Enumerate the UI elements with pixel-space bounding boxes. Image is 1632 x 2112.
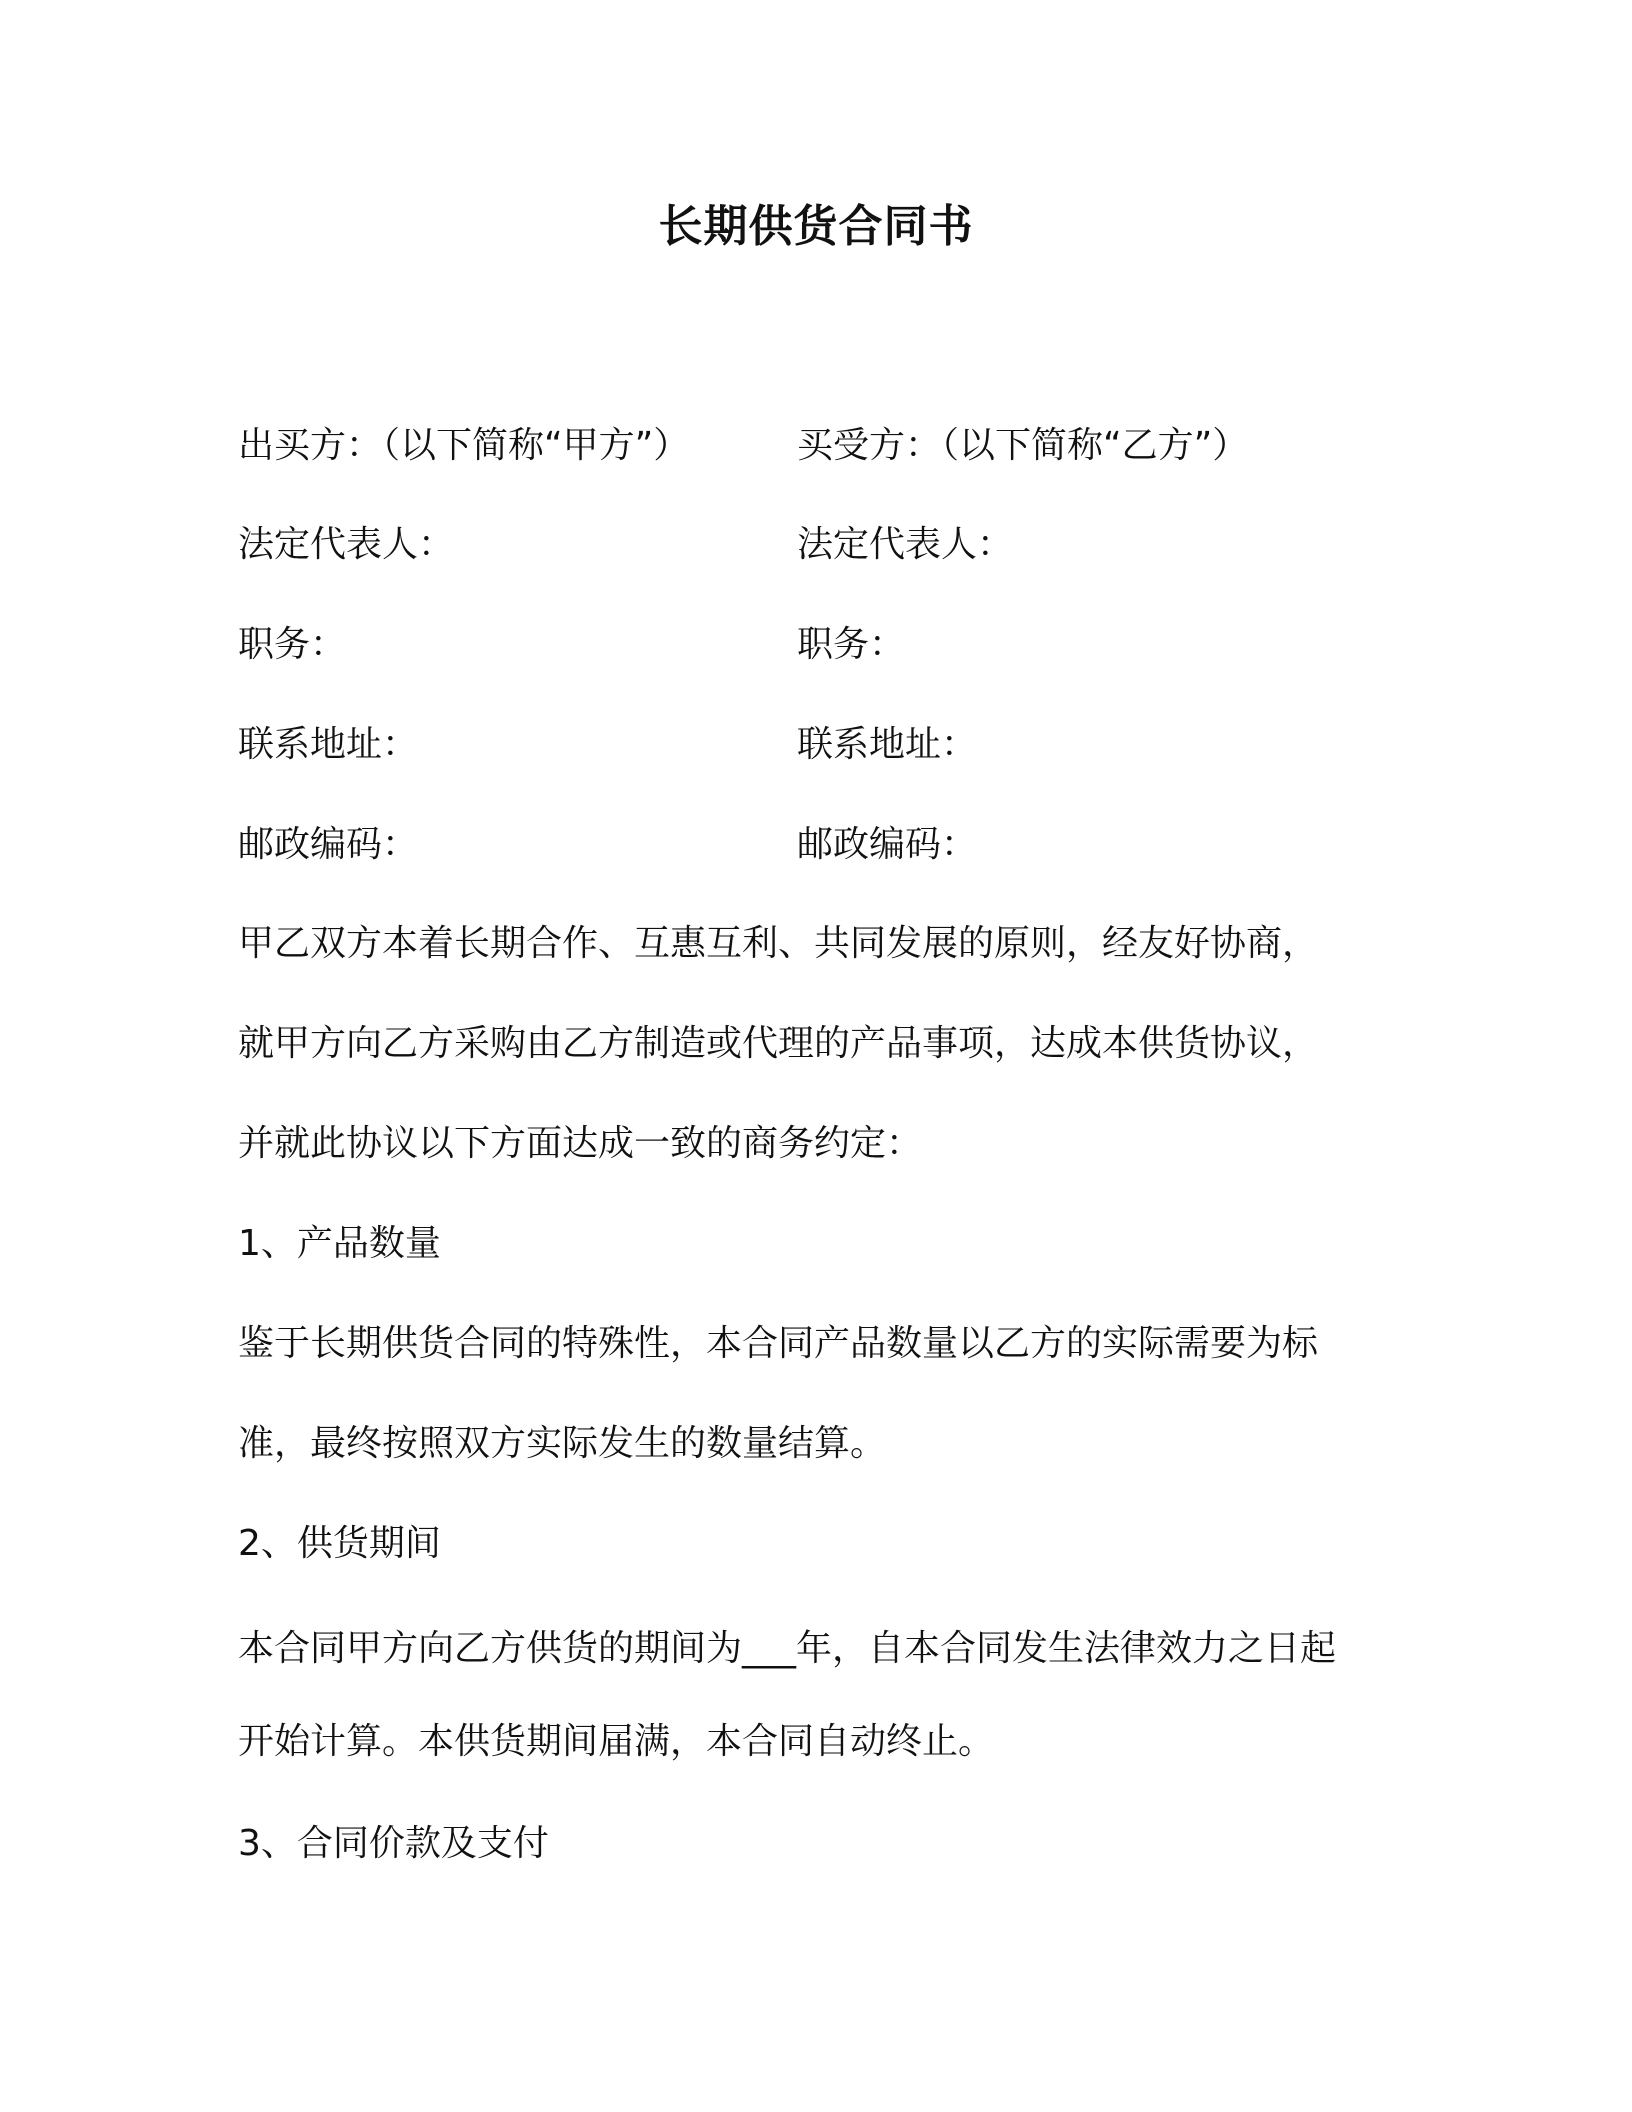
section-1-line-1: 鉴于长期供货合同的特殊性，本合同产品数量以乙方的实际需要为标 [238, 1323, 1319, 1364]
seller-legal-representative: 法定代表人： [797, 524, 1014, 565]
intro-line-3: 并就此协议以下方面达成一致的商务约定： [238, 1123, 923, 1164]
buyer-position: 职务： [238, 624, 347, 665]
seller-party-label: 买受方：（以下简称“乙方”） [797, 425, 1249, 466]
document-title: 长期供货合同书 [658, 201, 974, 252]
section-heading-quantity: 1、产品数量 [238, 1223, 441, 1264]
intro-line-2: 就甲方向乙方采购由乙方制造或代理的产品事项，达成本供货协议， [238, 1023, 1319, 1064]
seller-position: 职务： [797, 624, 906, 665]
section-1-line-2: 准，最终按照双方实际发生的数量结算。 [238, 1423, 887, 1464]
section-2-line-1: 本合同甲方向乙方供货的期间为___年，自本合同发生法律效力之日起 [238, 1628, 1337, 1669]
section-2-line-2: 开始计算。本供货期间届满，本合同自动终止。 [238, 1721, 995, 1762]
buyer-postcode: 邮政编码： [238, 824, 419, 865]
seller-postcode: 邮政编码： [797, 824, 978, 865]
section-heading-price-payment: 3、合同价款及支付 [238, 1823, 549, 1864]
section-heading-supply-period: 2、供货期间 [238, 1523, 441, 1564]
buyer-legal-representative: 法定代表人： [238, 524, 455, 565]
buyer-address: 联系地址： [238, 724, 419, 765]
intro-line-1: 甲乙双方本着长期合作、互惠互利、共同发展的原则，经友好协商， [238, 923, 1319, 964]
seller-address: 联系地址： [797, 724, 978, 765]
buyer-party-label: 出买方：（以下简称“甲方”） [238, 425, 690, 466]
